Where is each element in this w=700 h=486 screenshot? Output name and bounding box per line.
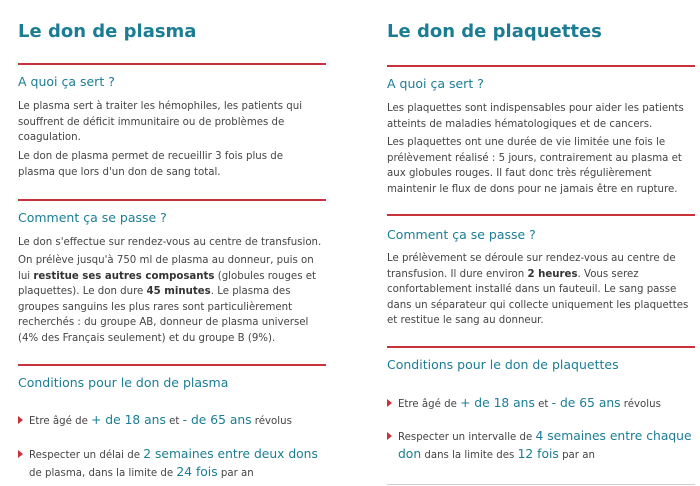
red-arrow-icon	[387, 399, 392, 407]
platelets-conditions-heading: Conditions pour le don de plaquettes	[387, 357, 619, 372]
plasma-condition-age: Etre âgé de + de 18 ans et - de 65 ans révolus	[18, 412, 326, 430]
plasma-conditions-heading: Conditions pour le don de plasma	[18, 375, 229, 390]
platelets-process-text: Le prélèvement se déroule sur rendez-vous au centre de transfusion. Il dure environ 2 heures. Vous serez confortablement installé dans un fauteuil. Le sang passe dans un séparateur qui collecte uniquement les plaquettes et restitue le sang au donneur.	[387, 253, 689, 326]
red-arrow-icon	[18, 416, 23, 424]
plasma-usage-heading: A quoi ça sert ?	[18, 74, 115, 89]
red-arrow-icon	[18, 450, 23, 458]
plasma-process-text-2: On prélève jusqu'à 750 ml de plasma au donneur, puis on lui restitue ses autres composants (globules rouges et plaquettes). Le don dure 45 minutes. Le plasma des groupes sanguins les plus rares sont particulièrement recherchés : du groupe AB, donneur de plasma universel (4% des Français seulement) et du groupe B (9%).	[18, 255, 317, 344]
platelets-process-heading: Comment ça se passe ?	[387, 227, 536, 242]
platelets-usage-heading: A quoi ça sert ?	[387, 76, 484, 91]
plasma-title: Le don de plasma	[18, 21, 197, 42]
section-divider	[18, 364, 326, 366]
plasma-process-text-1: Le don s'effectue sur rendez-vous au centre de transfusion.	[18, 237, 322, 248]
platelets-condition-age: Etre âgé de + de 18 ans et - de 65 ans révolus	[387, 395, 695, 413]
red-arrow-icon	[387, 432, 392, 440]
platelets-condition-interval: Respecter un intervalle de 4 semaines entre chaque don dans la limite des 12 fois par an	[387, 428, 695, 464]
platelets-usage-text-1: Les plaquettes sont indispensables pour aider les patients atteints de maladies hématologiques et de cancers.	[387, 103, 684, 130]
section-divider	[18, 63, 326, 65]
plasma-process-heading: Comment ça se passe ?	[18, 210, 167, 225]
section-divider	[387, 214, 695, 216]
plasma-usage-text-2: Le don de plasma permet de recueillir 3 fois plus de plasma que lors d'un don de sang total.	[18, 151, 284, 178]
plasma-condition-interval: Respecter un délai de 2 semaines entre deux dons de plasma, dans la limite de 24 fois par an	[18, 446, 326, 482]
platelets-usage-text-2: Les plaquettes ont une durée de vie limitée une fois le prélèvement réalisé : 5 jours, contrairement au plasma et aux globules rouges. Il faut donc très régulièrement maintenir le flux de dons pour ne jamais être en rupture.	[387, 137, 682, 195]
section-divider	[387, 346, 695, 348]
section-divider	[387, 65, 695, 67]
bottom-border	[387, 484, 695, 485]
section-divider	[18, 199, 326, 201]
platelets-title: Le don de plaquettes	[387, 21, 602, 42]
plasma-usage-text-1: Le plasma sert à traiter les hémophiles, les patients qui souffrent de déficit immunitaire ou de problèmes de coagulation.	[18, 101, 303, 143]
